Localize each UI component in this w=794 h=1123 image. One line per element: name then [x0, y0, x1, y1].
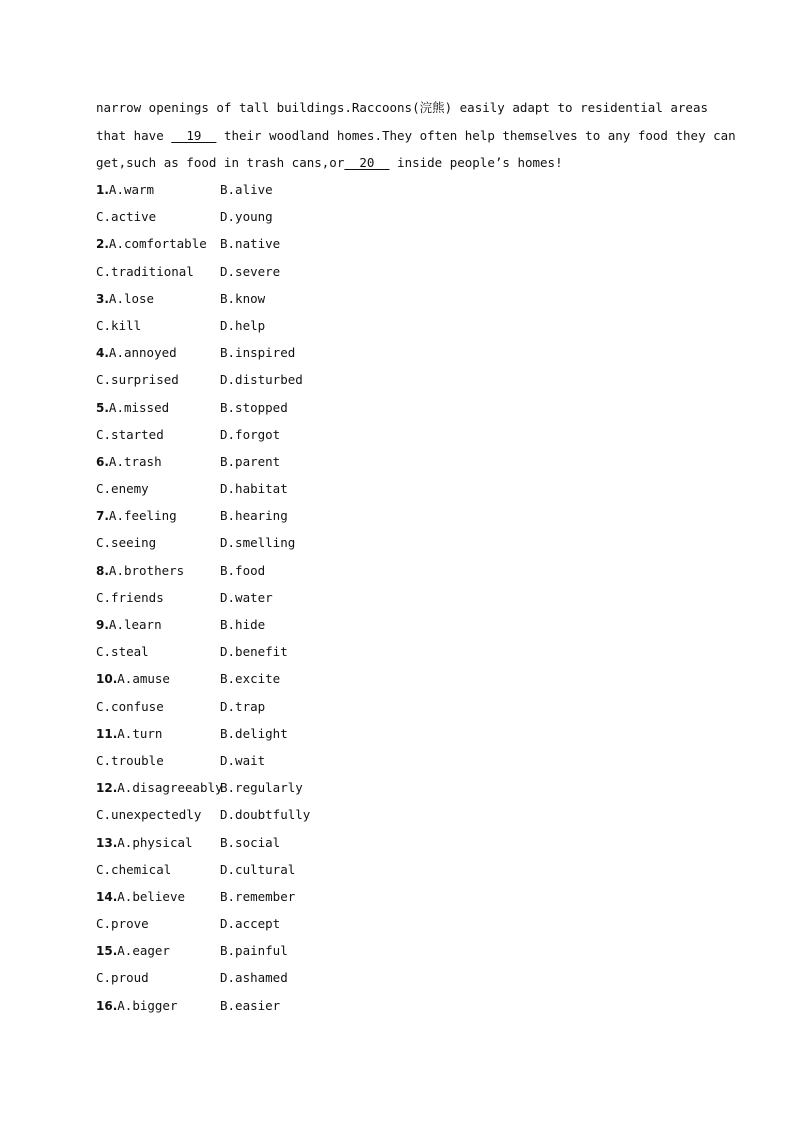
option-b: B.alive [220, 182, 273, 197]
question-row-ab [96, 937, 696, 964]
question-row-cd [96, 801, 696, 828]
option-d: D.disturbed [220, 372, 303, 388]
option-c: C.seeing [96, 535, 157, 551]
passage-line-2 [96, 122, 736, 150]
option-c: C.confuse [96, 698, 164, 714]
option-c: C.prove [96, 916, 149, 932]
option-b: B.easier [220, 997, 281, 1013]
option-b: B.painful [220, 943, 288, 959]
question-row-ab [96, 502, 696, 529]
passage-line-2-start: that have [96, 127, 172, 143]
option-a-text: A.comfortable [108, 236, 207, 252]
option-d: D.cultural [220, 861, 296, 877]
question-row-cd [96, 475, 696, 502]
blank-19: 19 [171, 127, 217, 143]
option-c: C.enemy [96, 481, 149, 497]
option-b: B.hearing [220, 508, 288, 524]
option-d: D.water [220, 589, 273, 605]
option-d: D.doubtfully [220, 807, 311, 823]
question-row-cd [96, 312, 696, 339]
option-d: D.severe [220, 263, 281, 279]
option-a-text: A.learn [108, 617, 162, 632]
question-row-cd [96, 584, 696, 611]
question-row-ab [96, 394, 696, 421]
question-row-cd [96, 529, 696, 556]
question-row-cd [96, 258, 696, 285]
question-number: 2. [96, 237, 109, 252]
question-row-cd [96, 203, 696, 230]
option-b: B.remember [220, 888, 296, 904]
question-row-ab [96, 774, 696, 801]
question-number: 8. [96, 563, 109, 578]
passage-line-1: narrow openings of tall buildings.Raccoons(浣熊) easily adapt to residential areas [96, 100, 708, 115]
option-a [96, 611, 162, 639]
question-number: 4. [96, 346, 109, 361]
question-row-ab [96, 230, 696, 257]
option-a [96, 448, 162, 476]
passage-text [96, 94, 736, 177]
question-row-ab [96, 665, 696, 692]
question-number: 1. [96, 183, 109, 197]
option-a [96, 339, 177, 367]
option-a-text: A.believe [117, 888, 185, 904]
option-a [96, 394, 169, 422]
question-number: 11. [96, 726, 118, 741]
option-c: C.chemical [96, 861, 172, 877]
option-c: C.friends [96, 589, 164, 605]
option-c: C.steal [96, 644, 149, 660]
option-a [96, 774, 223, 802]
question-number: 5. [96, 400, 109, 415]
question-number: 7. [96, 509, 109, 524]
option-a [96, 176, 154, 204]
question-number: 9. [96, 618, 109, 632]
option-b: B.hide [220, 617, 266, 632]
option-d: D.smelling [220, 535, 296, 551]
option-d: D.benefit [220, 644, 288, 660]
question-number: 14. [96, 889, 118, 904]
option-b: B.inspired [220, 345, 296, 361]
option-a [96, 502, 177, 530]
option-a-text: A.bigger [117, 997, 178, 1013]
option-b: B.parent [220, 453, 281, 469]
question-row-ab [96, 448, 696, 475]
question-row-cd [96, 856, 696, 883]
option-b: B.native [220, 236, 281, 252]
option-b: B.regularly [220, 780, 303, 796]
option-c: C.active [96, 209, 157, 225]
question-options-list [96, 176, 696, 1019]
question-row-ab [96, 992, 696, 1019]
option-d: D.wait [220, 752, 266, 768]
question-row-cd [96, 366, 696, 393]
option-b: B.delight [220, 725, 288, 741]
question-number: 10. [96, 672, 118, 687]
option-a-text: A.trash [108, 453, 162, 469]
option-c: C.trouble [96, 752, 164, 768]
option-d: D.habitat [220, 481, 288, 497]
passage-line-2-end: their woodland homes.They often help themselves to any food they can [216, 127, 736, 143]
question-row-cd [96, 421, 696, 448]
option-a [96, 720, 162, 748]
option-d: D.young [220, 209, 273, 225]
question-number: 16. [96, 998, 118, 1013]
question-row-ab [96, 720, 696, 747]
option-a [96, 285, 154, 313]
option-b: B.food [220, 562, 266, 578]
option-d: D.trap [220, 698, 266, 714]
option-c: C.started [96, 426, 164, 442]
option-a [96, 665, 170, 693]
option-a-text: A.missed [108, 399, 170, 415]
option-a-text: A.eager [117, 943, 170, 959]
option-b: B.know [220, 290, 266, 306]
question-row-cd [96, 964, 696, 991]
option-a-text: A.warm [108, 182, 155, 197]
question-number: 6. [96, 454, 109, 469]
option-c: C.kill [96, 317, 142, 333]
option-d: D.forgot [220, 426, 281, 442]
option-d: D.ashamed [220, 970, 288, 986]
option-a [96, 992, 177, 1020]
option-d: D.help [220, 317, 266, 333]
question-row-ab [96, 285, 696, 312]
option-a [96, 829, 193, 857]
option-c: C.surprised [96, 372, 179, 388]
question-number: 15. [96, 944, 118, 959]
option-a [96, 230, 207, 258]
question-number: 12. [96, 781, 118, 796]
question-row-ab [96, 883, 696, 910]
question-row-ab [96, 339, 696, 366]
option-a-text: A.lose [108, 290, 155, 306]
option-c: C.unexpectedly [96, 807, 202, 823]
option-a [96, 937, 170, 965]
question-row-ab [96, 557, 696, 584]
question-row-cd [96, 638, 696, 665]
question-row-ab [96, 829, 696, 856]
option-c: C.proud [96, 970, 149, 986]
question-row-ab [96, 176, 696, 203]
question-number: 3. [96, 291, 109, 306]
passage-line-3 [96, 149, 696, 177]
question-row-ab [96, 611, 696, 638]
option-a-text: A.turn [117, 725, 163, 741]
passage-line-3-start: get,such as food in trash cans,or [96, 155, 345, 170]
option-a-text: A.amuse [117, 671, 170, 687]
passage-line-3-end: inside people’s homes! [389, 155, 563, 170]
option-b: B.social [220, 834, 281, 850]
option-a-text: A.disagreeably [117, 780, 223, 796]
option-b: B.stopped [220, 399, 288, 415]
option-a [96, 557, 184, 585]
option-a-text: A.physical [117, 834, 193, 850]
question-row-cd [96, 693, 696, 720]
blank-20: 20 [344, 155, 390, 170]
option-d: D.accept [220, 916, 281, 932]
option-b: B.excite [220, 671, 281, 687]
option-a-text: A.brothers [108, 562, 185, 578]
question-row-cd [96, 910, 696, 937]
question-row-cd [96, 747, 696, 774]
option-a-text: A.annoyed [108, 345, 177, 361]
question-number: 13. [96, 835, 118, 850]
option-a [96, 883, 185, 911]
option-a-text: A.feeling [108, 508, 177, 524]
option-c: C.traditional [96, 263, 194, 279]
